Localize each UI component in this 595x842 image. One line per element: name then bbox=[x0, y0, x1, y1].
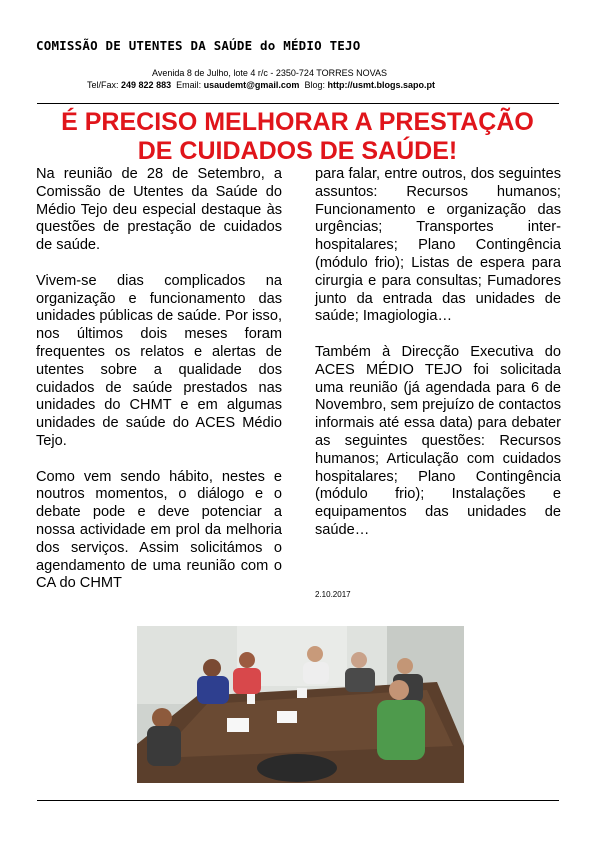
organization-address: Avenida 8 de Julho, lote 4 r/c - 2350-724 TORRES NOVAS bbox=[152, 68, 387, 78]
email-label: Email: bbox=[176, 80, 202, 90]
tel-value: 249 822 883 bbox=[121, 80, 172, 90]
footer-divider bbox=[37, 800, 559, 801]
article-right-column bbox=[315, 166, 561, 540]
tel-label: Tel/Fax: bbox=[87, 80, 119, 90]
headline-line-1: É PRECISO MELHORAR A PRESTAÇÃO bbox=[61, 108, 534, 136]
article-paragraph: Também à Direcção Executiva do ACES MÉDIO TEJO foi solicitada uma reunião (já agendada para 6 de Novembro, sem prejuízo de contactos informais até essa data) para debater as seguintes questões: Recursos humanos; Articulação com cuidados hospitalares; Plano Contingência (módulo frio); Instalações e equipamentos das unidades de saúde… bbox=[315, 343, 561, 538]
headline-line-2: DE CUIDADOS DE SAÚDE! bbox=[137, 137, 458, 165]
article-date: 2.10.2017 bbox=[315, 590, 351, 599]
email-value: usaudemt@gmail.com bbox=[203, 80, 300, 90]
blog-label: Blog: bbox=[304, 80, 325, 90]
blog-value: http://usmt.blogs.sapo.pt bbox=[327, 80, 435, 90]
header-divider bbox=[37, 103, 559, 104]
article-paragraph: Na reunião de 28 de Setembro, a Comissão de Utentes da Saúde do Médio Tejo deu especial destaque às questões de prestação de cuidados de saúde. bbox=[36, 166, 282, 254]
article-paragraph: Como vem sendo hábito, nestes e noutros momentos, o diálogo e o debate pode e deve potenciar a nossa actividade em prol da melhoria dos serviços. Assim solicitámos o agendamento de uma reunião com o CA do CHMT bbox=[36, 468, 282, 592]
article-paragraph: Vivem-se dias complicados na organização e funcionamento das unidades públicas de saúde. Por isso, nos últimos dois meses foram frequentes os relatos e alertas de utentes sobre a qualidade dos cuidados de saúde prestados nas unidades do CHMT e em algumas unidades de saúde do ACES Médio Tejo. bbox=[36, 272, 282, 449]
organization-name: COMISSÃO DE UTENTES DA SAÚDE do MÉDIO TEJO bbox=[36, 38, 361, 53]
meeting-photo bbox=[137, 626, 464, 783]
article-left-column bbox=[36, 166, 282, 593]
contact-line bbox=[87, 80, 435, 90]
article-paragraph: para falar, entre outros, dos seguintes assuntos: Recursos humanos; Funcionamento e organização das urgências; Transportes inter-hospitalares; Plano Contingência (módulo frio); Listas de espera para cirurgia e para consultas; Fumadores junto da entrada das unidades de saúde; Imagiologia… bbox=[315, 166, 561, 325]
